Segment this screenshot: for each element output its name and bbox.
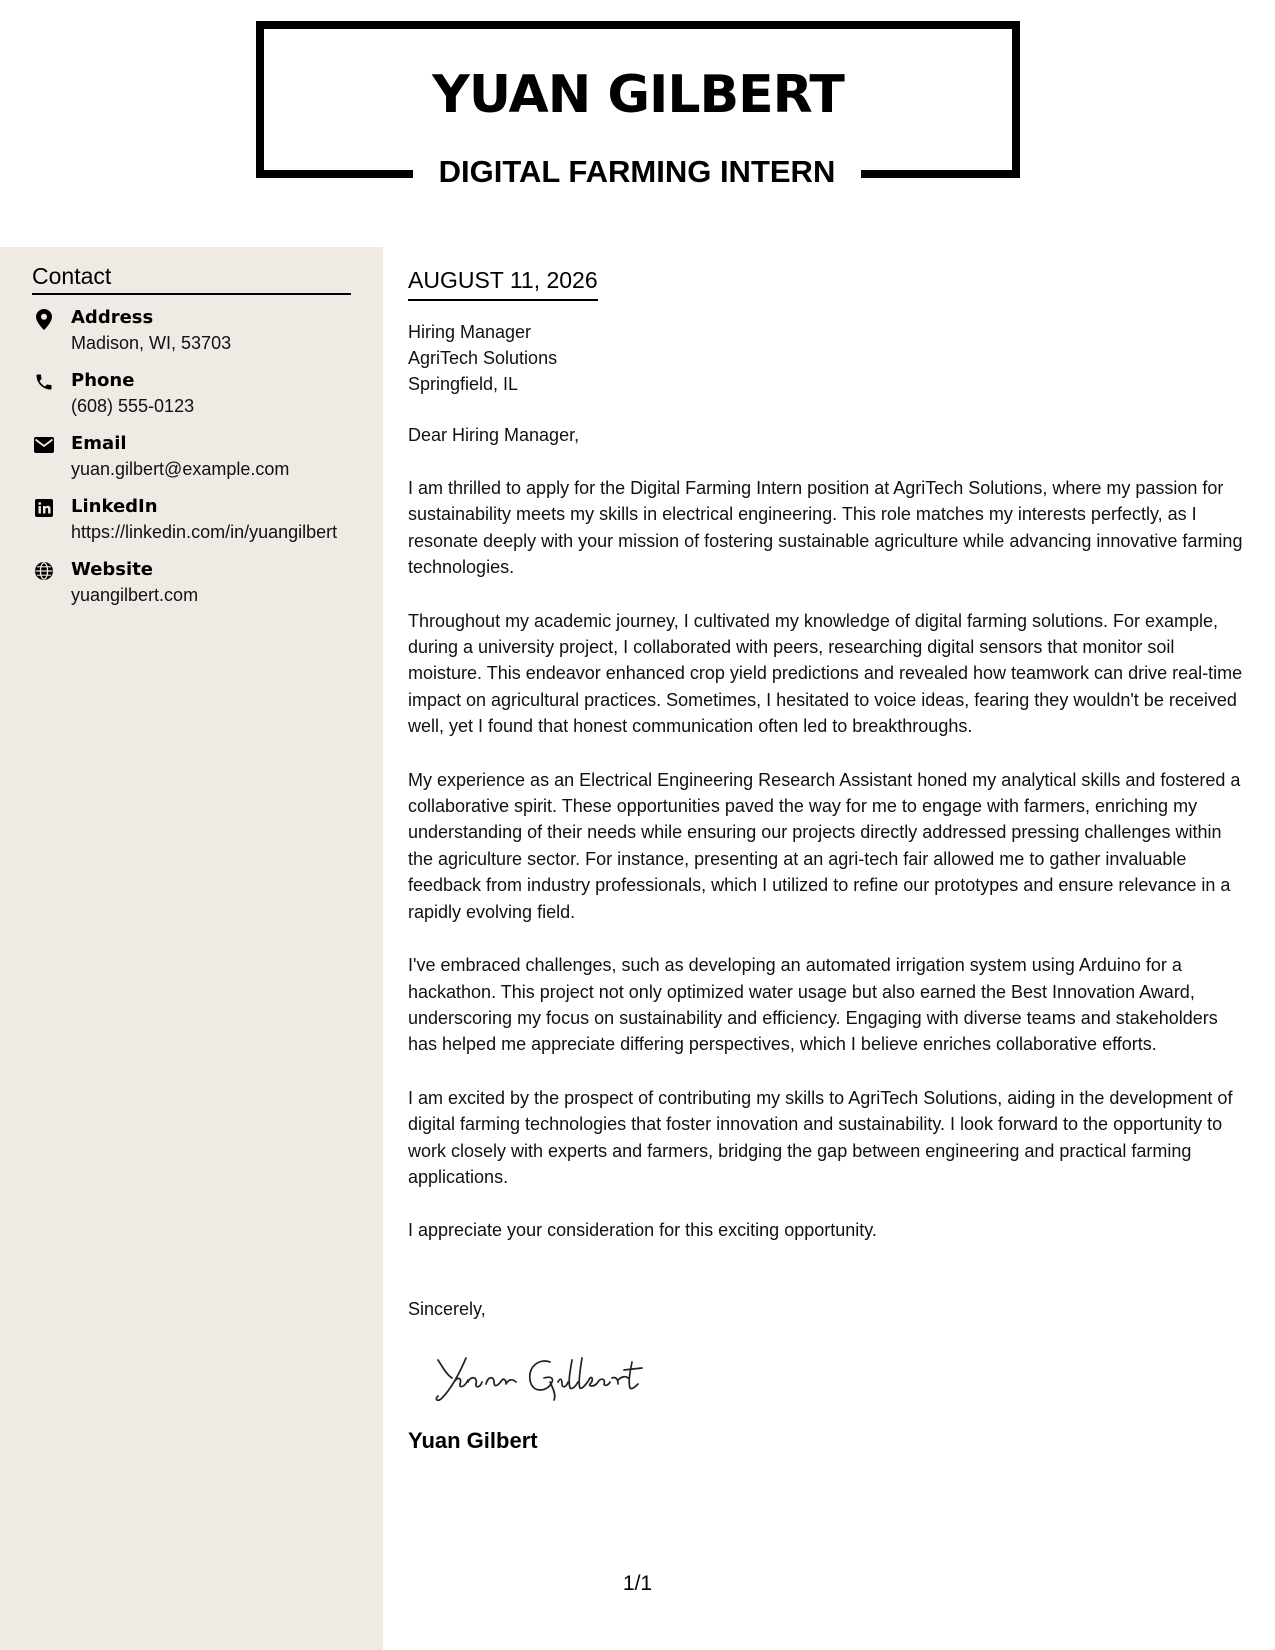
email-value[interactable]: yuan.gilbert@example.com	[71, 459, 290, 479]
recipient-block	[408, 319, 1243, 397]
recipient-line: Hiring Manager	[408, 322, 532, 342]
map-pin-icon	[32, 307, 56, 331]
website-value[interactable]: yuangilbert.com	[71, 585, 199, 605]
address-value: Madison, WI, 53703	[71, 333, 232, 353]
printed-name: Yuan Gilbert	[408, 1427, 538, 1453]
contact-item-address	[32, 305, 357, 356]
letter-date: AUGUST 11, 2026	[408, 264, 598, 301]
signature-image	[432, 1348, 652, 1404]
contact-heading: Contact	[32, 261, 351, 295]
letter-paragraph: I've embraced challenges, such as developing an automated irrigation system using Arduino for a hackathon. This project not only optimized water usage but also earned the Best Innovation Award, underscoring my focus on sustainability and efficiency. Engaging with diverse teams and stakeholders has helped me appreciate differing perspectives, which I believe enriches collaborative efforts.	[408, 955, 1218, 1055]
contact-item-phone	[32, 368, 357, 419]
letter-paragraph: I appreciate your consideration for this exciting opportunity.	[408, 1220, 877, 1241]
envelope-icon	[32, 433, 56, 457]
closing: Sincerely,	[408, 1298, 486, 1319]
recipient-line: AgriTech Solutions	[408, 348, 558, 368]
phone-icon	[32, 370, 56, 394]
contact-label: LinkedIn	[71, 496, 158, 517]
letter-body	[408, 264, 1243, 1456]
linkedin-icon	[32, 496, 56, 520]
contact-item-linkedin	[32, 494, 357, 545]
job-title: DIGITAL FARMING INTERN	[438, 154, 836, 189]
letter-paragraph: My experience as an Electrical Engineering Research Assistant honed my analytical skills and fostered a collaborative spirit. These opportunities paved the way for me to engage with farmers, enriching my understanding of their needs while ensuring our projects directly addressed pressing challenges within the agriculture sector. For instance, presenting at an agri-tech fair allowed me to gather invaluable feedback from industry professionals, which I utilized to refine our prototypes and ensure relevance in a rapidly evolving field.	[408, 769, 1241, 922]
contact-item-email	[32, 431, 357, 482]
contact-list	[32, 305, 357, 620]
globe-icon	[32, 559, 56, 583]
contact-label: Website	[71, 559, 154, 580]
applicant-name: YUAN GILBERT	[432, 65, 844, 125]
letter-paragraph: I am thrilled to apply for the Digital Farming Intern position at AgriTech Solutions, where my passion for sustainability meets my skills in electrical engineering. This role matches my interests perfectly, as I resonate deeply with your mission of fostering sustainable agriculture while advancing innovative farming technologies.	[408, 478, 1243, 578]
letter-paragraph: Throughout my academic journey, I cultivated my knowledge of digital farming solutions. For example, during a university project, I collaborated with peers, researching digital sensors that monitor soil moisture. This endeavor enhanced crop yield predictions and revealed how teamwork can drive real-time impact on agricultural practices. Sometimes, I hesitated to voice ideas, fearing they wouldn't be received well, yet I found that honest communication often led to breakthroughs.	[408, 610, 1243, 737]
page-number: 1/1	[622, 1572, 653, 1595]
contact-item-website	[32, 557, 357, 608]
salutation: Dear Hiring Manager,	[408, 425, 580, 445]
linkedin-value[interactable]: https://linkedin.com/in/yuangilbert	[71, 522, 338, 542]
contact-label: Email	[71, 433, 127, 454]
contact-label: Address	[71, 307, 154, 328]
contact-label: Phone	[71, 370, 135, 391]
recipient-line: Springfield, IL	[408, 374, 519, 394]
phone-value: (608) 555-0123	[71, 396, 195, 416]
letter-paragraph: I am excited by the prospect of contributing my skills to AgriTech Solutions, aiding in the development of digital farming technologies that foster innovation and sustainability. I look forward to the opportunity to work closely with experts and farmers, bridging the gap between engineering and practical farming applications.	[408, 1087, 1233, 1187]
